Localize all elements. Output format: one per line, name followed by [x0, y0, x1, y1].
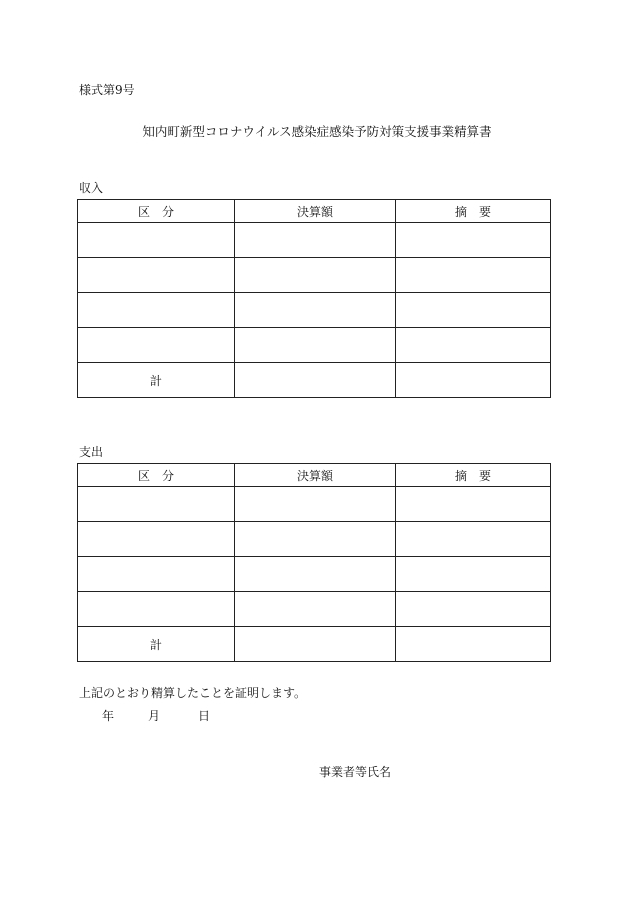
remarks-cell[interactable]: [396, 223, 551, 258]
month-label: 月: [148, 709, 161, 723]
category-header: 区 分: [78, 464, 235, 487]
category-cell[interactable]: [78, 592, 235, 627]
amount-header: 決算額: [235, 200, 396, 223]
amount-cell[interactable]: [235, 293, 396, 328]
expense-total-row: [78, 627, 551, 662]
amount-cell[interactable]: [235, 522, 396, 557]
remarks-cell[interactable]: [396, 487, 551, 522]
remarks-cell[interactable]: [396, 522, 551, 557]
category-cell[interactable]: [78, 557, 235, 592]
amount-header: 決算額: [235, 464, 396, 487]
total-label: 計: [78, 363, 235, 398]
table-row: [78, 223, 551, 258]
category-cell[interactable]: [78, 522, 235, 557]
form-number: 様式第9号: [79, 83, 135, 97]
total-label: 計: [78, 627, 235, 662]
amount-cell[interactable]: [235, 258, 396, 293]
expense-header-row: [78, 464, 551, 487]
table-row: [78, 258, 551, 293]
total-amount-cell[interactable]: [235, 627, 396, 662]
remarks-cell[interactable]: [396, 328, 551, 363]
income-total-row: [78, 363, 551, 398]
category-cell[interactable]: [78, 328, 235, 363]
document-title: 知内町新型コロナウイルス感染症感染予防対策支援事業精算書: [142, 124, 492, 139]
remarks-header: 摘 要: [396, 464, 551, 487]
expense-section-label: 支出: [79, 445, 104, 459]
date-line: [102, 707, 210, 724]
category-header: 区 分: [78, 200, 235, 223]
remarks-cell[interactable]: [396, 592, 551, 627]
income-table: [77, 199, 551, 398]
remarks-cell[interactable]: [396, 293, 551, 328]
total-amount-cell[interactable]: [235, 363, 396, 398]
expense-table: [77, 463, 551, 662]
remarks-header: 摘 要: [396, 200, 551, 223]
category-cell[interactable]: [78, 223, 235, 258]
year-label: 年: [102, 709, 115, 723]
total-remarks-cell[interactable]: [396, 363, 551, 398]
remarks-cell[interactable]: [396, 557, 551, 592]
amount-cell[interactable]: [235, 557, 396, 592]
certification-statement: 上記のとおり精算したことを証明します。: [79, 686, 307, 700]
table-row: [78, 487, 551, 522]
signer-name-label: 事業者等氏名: [319, 765, 392, 779]
category-cell[interactable]: [78, 258, 235, 293]
table-row: [78, 522, 551, 557]
amount-cell[interactable]: [235, 592, 396, 627]
table-row: [78, 557, 551, 592]
total-remarks-cell[interactable]: [396, 627, 551, 662]
table-row: [78, 592, 551, 627]
amount-cell[interactable]: [235, 223, 396, 258]
day-label: 日: [198, 709, 211, 723]
table-row: [78, 293, 551, 328]
income-header-row: [78, 200, 551, 223]
table-row: [78, 328, 551, 363]
amount-cell[interactable]: [235, 328, 396, 363]
remarks-cell[interactable]: [396, 258, 551, 293]
category-cell[interactable]: [78, 293, 235, 328]
category-cell[interactable]: [78, 487, 235, 522]
income-section-label: 収入: [79, 181, 104, 195]
amount-cell[interactable]: [235, 487, 396, 522]
